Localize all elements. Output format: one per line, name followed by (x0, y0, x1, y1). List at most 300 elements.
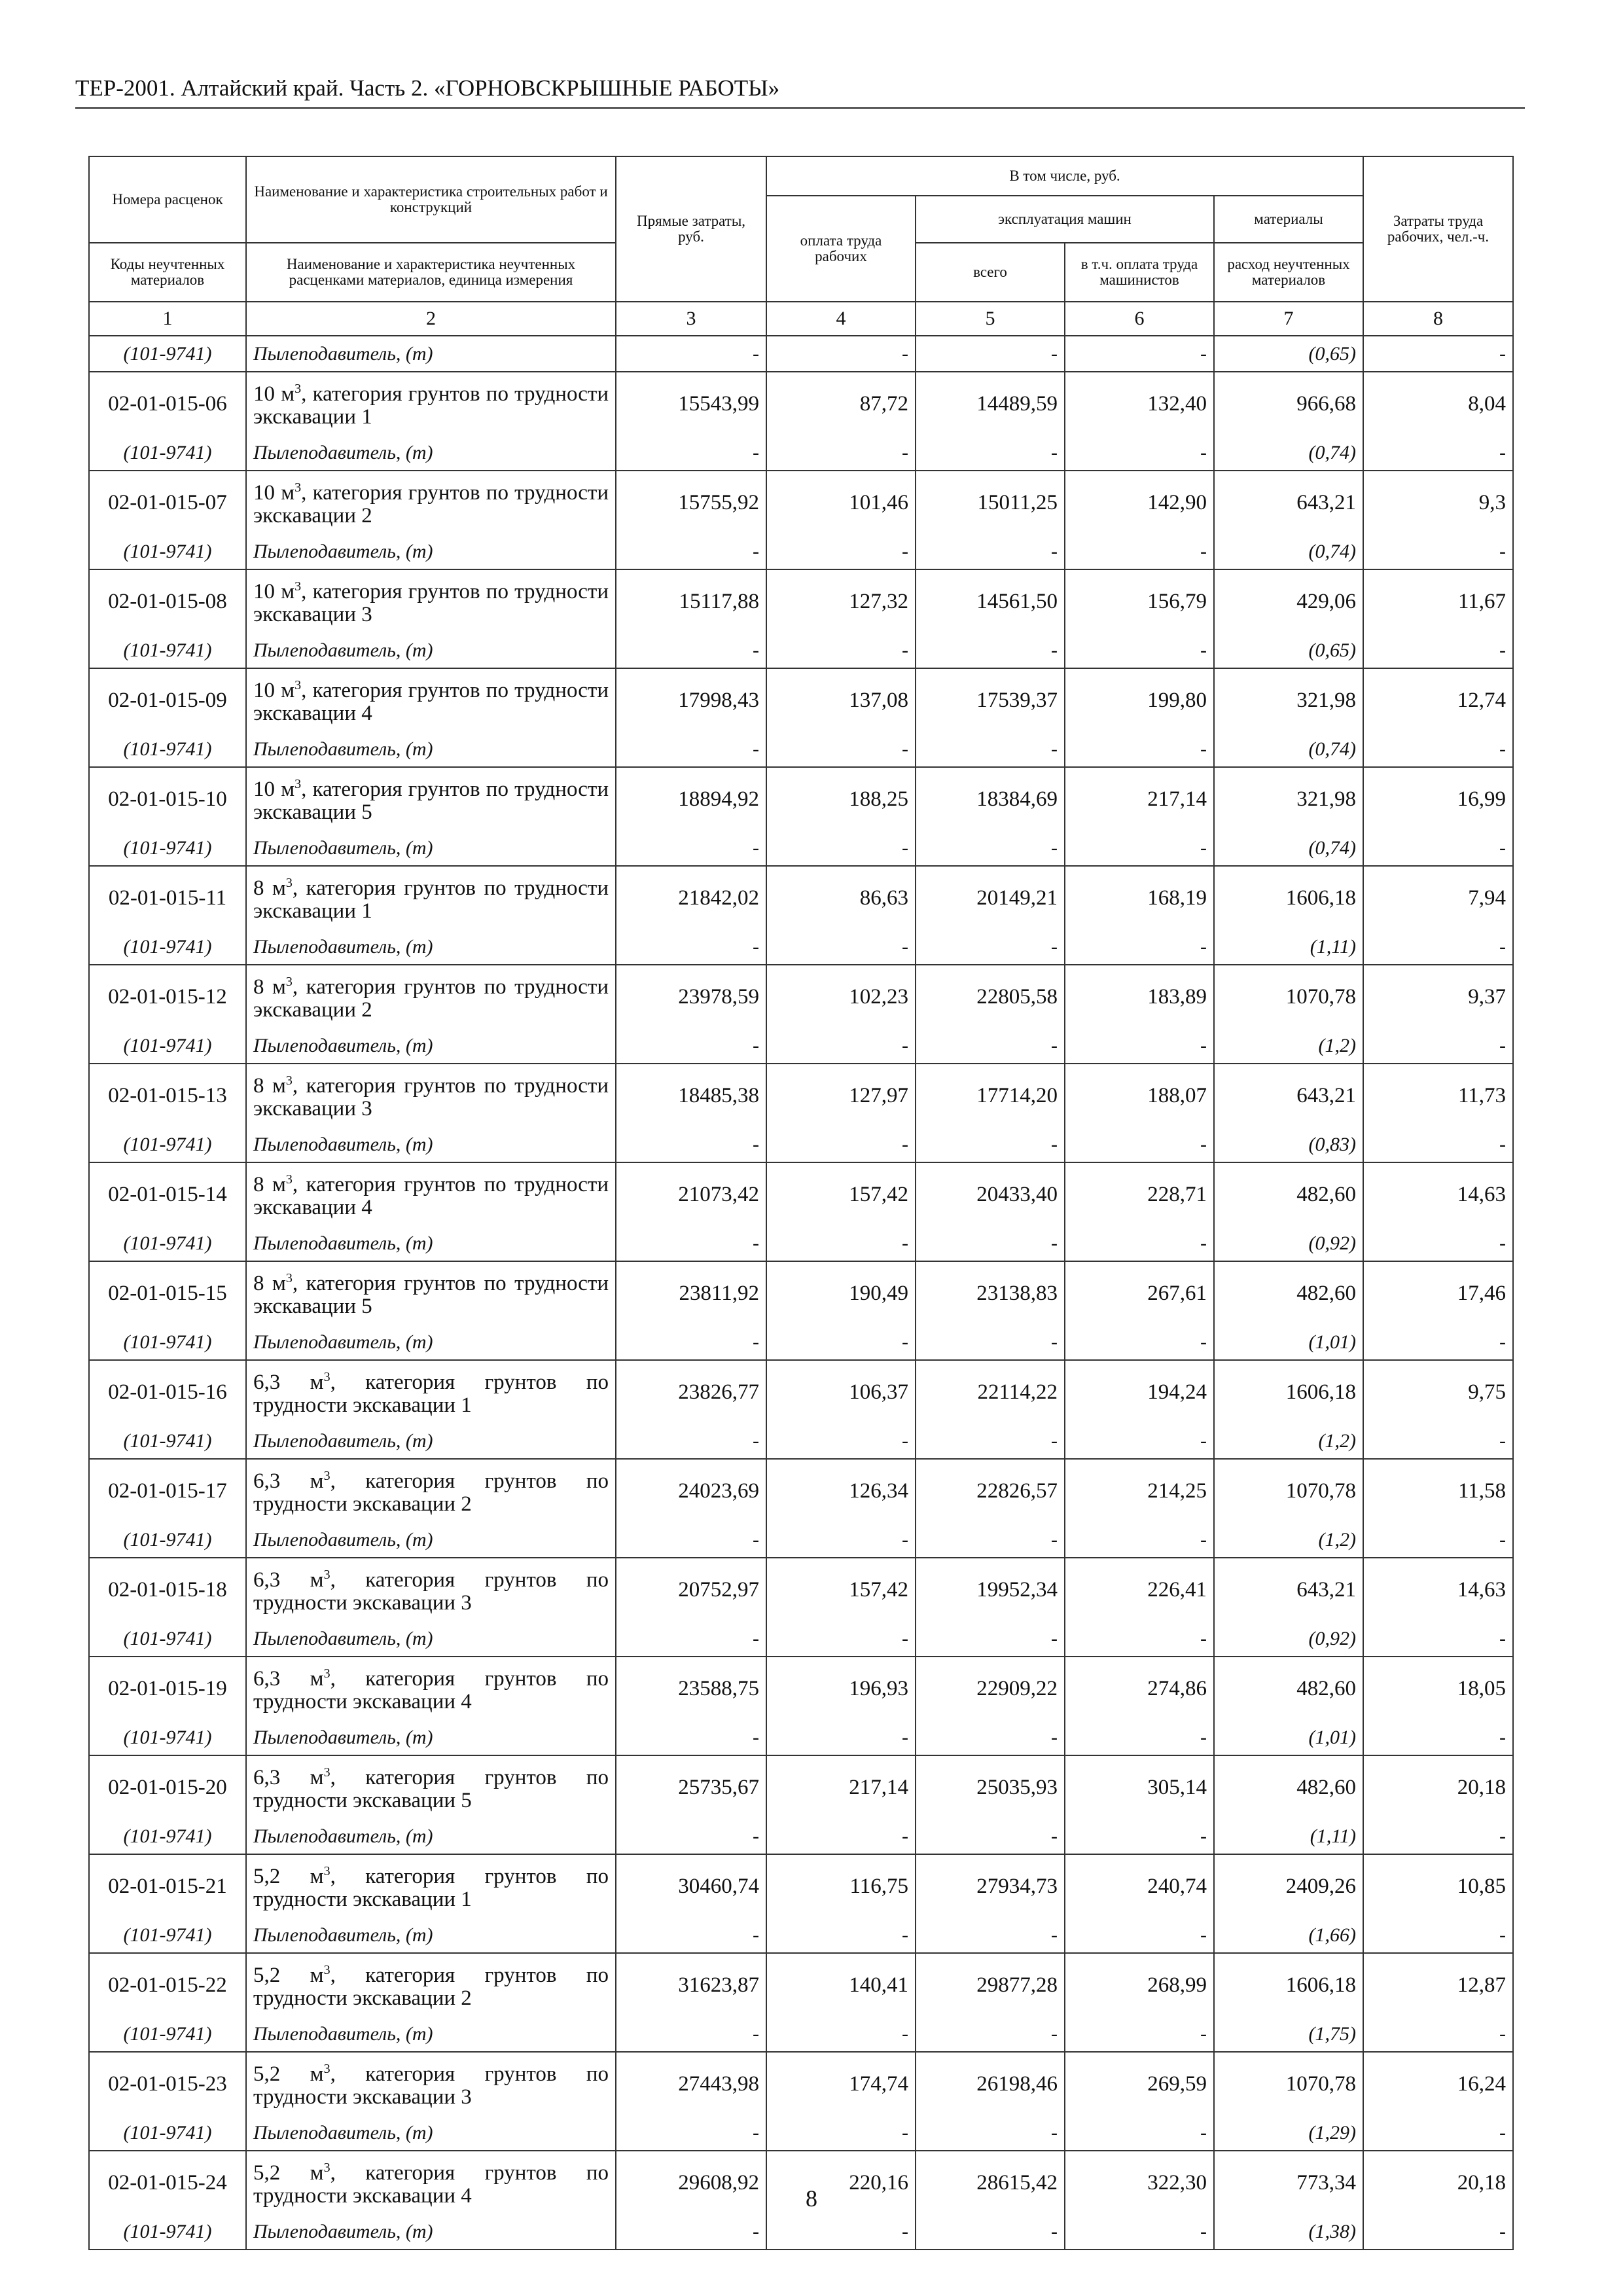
machines-total: - (916, 633, 1065, 668)
labor-cost: - (1363, 1819, 1513, 1854)
cubic-superscript: 3 (285, 1271, 293, 1285)
machines-labor: - (1065, 1424, 1214, 1459)
material-name: Пылеподавитель, (т) (246, 1424, 616, 1459)
material-consumption: (0,74) (1214, 831, 1363, 866)
labor-pay: - (766, 929, 916, 965)
soil-category: , категория грунтов по трудности экскавации 5 (253, 1766, 609, 1812)
soil-category: , категория грунтов по трудности экскавации 2 (253, 1469, 609, 1516)
labor-cost: 9,3 (1363, 471, 1513, 534)
direct-cost: - (616, 831, 766, 866)
unaccounted-material-row (89, 2017, 1513, 2052)
labor-pay: - (766, 1424, 916, 1459)
machines-total: 17714,20 (916, 1064, 1065, 1127)
bucket-volume: 6,3 м (253, 1568, 324, 1592)
bucket-volume: 5,2 м (253, 2161, 324, 2185)
labor-cost: 9,75 (1363, 1360, 1513, 1424)
material-code: (101-9741) (89, 435, 246, 471)
labor-cost: - (1363, 1127, 1513, 1162)
machines-total: - (916, 534, 1065, 569)
direct-cost: 23811,92 (616, 1261, 766, 1325)
cubic-superscript: 3 (294, 777, 302, 791)
soil-category: , категория грунтов по трудности экскавации 4 (253, 679, 609, 725)
machines-labor: - (1065, 1918, 1214, 1953)
materials-cost: 1606,18 (1214, 1360, 1363, 1424)
labor-cost: 9,37 (1363, 965, 1513, 1028)
material-name: Пылеподавитель, (т) (246, 732, 616, 767)
work-description (246, 1360, 616, 1424)
labor-pay: 140,41 (766, 1953, 916, 2017)
machines-labor: 228,71 (1065, 1162, 1214, 1226)
rate-code: 02-01-015-15 (89, 1261, 246, 1325)
materials-cost: 966,68 (1214, 372, 1363, 435)
labor-pay: 174,74 (766, 2052, 916, 2115)
column-number: 4 (766, 302, 916, 336)
labor-pay: - (766, 1522, 916, 1558)
machines-total: - (916, 435, 1065, 471)
labor-cost: - (1363, 1028, 1513, 1064)
labor-pay: - (766, 1028, 916, 1064)
material-consumption: (0,65) (1214, 633, 1363, 668)
materials-cost: 482,60 (1214, 1162, 1363, 1226)
material-code: (101-9741) (89, 1424, 246, 1459)
soil-category: , категория грунтов по трудности экскавации 5 (253, 778, 609, 824)
bucket-volume: 10 м (253, 382, 295, 406)
machines-total: - (916, 1918, 1065, 1953)
machines-labor: 305,14 (1065, 1755, 1214, 1819)
labor-cost: - (1363, 1522, 1513, 1558)
labor-pay: 157,42 (766, 1558, 916, 1621)
machines-labor: - (1065, 1226, 1214, 1261)
labor-cost: 14,63 (1363, 1558, 1513, 1621)
direct-cost: - (616, 1127, 766, 1162)
rate-row (89, 1360, 1513, 1424)
cubic-superscript: 3 (323, 2062, 330, 2076)
work-description (246, 1953, 616, 2017)
unaccounted-material-row (89, 1226, 1513, 1261)
material-name: Пылеподавитель, (т) (246, 1028, 616, 1064)
machines-labor: 268,99 (1065, 1953, 1214, 2017)
direct-cost: 30460,74 (616, 1854, 766, 1918)
material-name: Пылеподавитель, (т) (246, 2115, 616, 2151)
rate-code: 02-01-015-21 (89, 1854, 246, 1918)
header-labor-pay: оплата труда рабочих (766, 196, 916, 302)
machines-labor: 156,79 (1065, 569, 1214, 633)
machines-total: 22805,58 (916, 965, 1065, 1028)
direct-cost: - (616, 1819, 766, 1854)
rate-code: 02-01-015-19 (89, 1657, 246, 1720)
bucket-volume: 5,2 м (253, 2062, 324, 2086)
rate-code: 02-01-015-24 (89, 2151, 246, 2214)
material-code: (101-9741) (89, 2115, 246, 2151)
rate-code: 02-01-015-10 (89, 767, 246, 831)
labor-cost: 18,05 (1363, 1657, 1513, 1720)
soil-category: , категория грунтов по трудности экскавации 1 (253, 876, 609, 923)
soil-category: , категория грунтов по трудности экскавации 5 (253, 1272, 609, 1318)
page-number: 8 (806, 2185, 817, 2212)
material-name: Пылеподавитель, (т) (246, 534, 616, 569)
material-name: Пылеподавитель, (т) (246, 336, 616, 372)
machines-total: - (916, 1522, 1065, 1558)
direct-cost: 15543,99 (616, 372, 766, 435)
machines-total: 28615,42 (916, 2151, 1065, 2214)
material-consumption: (1,11) (1214, 929, 1363, 965)
direct-cost: 25735,67 (616, 1755, 766, 1819)
bucket-volume: 6,3 м (253, 1469, 324, 1493)
labor-cost: - (1363, 1621, 1513, 1657)
machines-labor: - (1065, 633, 1214, 668)
unaccounted-material-row (89, 732, 1513, 767)
work-description (246, 1459, 616, 1522)
soil-category: , категория грунтов по трудности экскавации 2 (253, 1964, 609, 2010)
labor-pay: - (766, 1127, 916, 1162)
rate-row (89, 866, 1513, 929)
direct-cost: - (616, 2017, 766, 2052)
direct-cost: - (616, 2214, 766, 2250)
cubic-superscript: 3 (285, 975, 293, 989)
machines-labor: - (1065, 732, 1214, 767)
soil-category: , категория грунтов по трудности экскавации 4 (253, 1667, 609, 1713)
direct-cost: 21842,02 (616, 866, 766, 929)
labor-pay: - (766, 336, 916, 372)
materials-cost: 321,98 (1214, 767, 1363, 831)
material-consumption: (0,74) (1214, 435, 1363, 471)
machines-total: 26198,46 (916, 2052, 1065, 2115)
material-consumption: (1,38) (1214, 2214, 1363, 2250)
labor-pay: 126,34 (766, 1459, 916, 1522)
work-description (246, 767, 616, 831)
bucket-volume: 5,2 м (253, 1865, 324, 1888)
unaccounted-material-row (89, 534, 1513, 569)
direct-cost: 24023,69 (616, 1459, 766, 1522)
work-description (246, 1854, 616, 1918)
cubic-superscript: 3 (294, 579, 302, 594)
work-description (246, 965, 616, 1028)
labor-cost: 11,58 (1363, 1459, 1513, 1522)
rate-code: 02-01-015-20 (89, 1755, 246, 1819)
soil-category: , категория грунтов по трудности экскавации 3 (253, 1568, 609, 1615)
labor-cost: - (1363, 2017, 1513, 2052)
unaccounted-material-row (89, 633, 1513, 668)
cubic-superscript: 3 (323, 2161, 330, 2175)
work-description (246, 1657, 616, 1720)
labor-cost: - (1363, 2214, 1513, 2250)
machines-labor: - (1065, 336, 1214, 372)
machines-labor: 194,24 (1065, 1360, 1214, 1424)
machines-total: 18384,69 (916, 767, 1065, 831)
unaccounted-material-row (89, 1819, 1513, 1854)
labor-pay: 190,49 (766, 1261, 916, 1325)
labor-pay: 127,32 (766, 569, 916, 633)
labor-cost: 8,04 (1363, 372, 1513, 435)
unaccounted-material-row (89, 1720, 1513, 1755)
machines-total: - (916, 929, 1065, 965)
unaccounted-material-row (89, 1621, 1513, 1657)
materials-cost: 643,21 (1214, 1558, 1363, 1621)
materials-cost: 2409,26 (1214, 1854, 1363, 1918)
material-consumption: (1,01) (1214, 1720, 1363, 1755)
machines-labor: 269,59 (1065, 2052, 1214, 2115)
labor-pay: 217,14 (766, 1755, 916, 1819)
material-code: (101-9741) (89, 1127, 246, 1162)
direct-cost: - (616, 1720, 766, 1755)
machines-labor: 183,89 (1065, 965, 1214, 1028)
material-consumption: (0,83) (1214, 1127, 1363, 1162)
direct-cost: - (616, 732, 766, 767)
material-name: Пылеподавитель, (т) (246, 1226, 616, 1261)
labor-pay: 101,46 (766, 471, 916, 534)
machines-total: - (916, 732, 1065, 767)
bucket-volume: 6,3 м (253, 1766, 324, 1789)
bucket-volume: 6,3 м (253, 1371, 324, 1394)
machines-labor: 240,74 (1065, 1854, 1214, 1918)
direct-cost: 15755,92 (616, 471, 766, 534)
column-number: 7 (1214, 302, 1363, 336)
machines-labor: - (1065, 1621, 1214, 1657)
material-name: Пылеподавитель, (т) (246, 2017, 616, 2052)
column-number: 6 (1065, 302, 1214, 336)
direct-cost: 15117,88 (616, 569, 766, 633)
bucket-volume: 8 м (253, 876, 286, 900)
material-consumption: (0,92) (1214, 1226, 1363, 1261)
material-name: Пылеподавитель, (т) (246, 1819, 616, 1854)
unaccounted-material-row (89, 336, 1513, 372)
header-including: В том числе, руб. (766, 156, 1363, 196)
rates-table (88, 156, 1514, 2250)
labor-cost: 14,63 (1363, 1162, 1513, 1226)
rate-code: 02-01-015-18 (89, 1558, 246, 1621)
labor-pay: - (766, 2017, 916, 2052)
rate-code: 02-01-015-08 (89, 569, 246, 633)
materials-cost: 321,98 (1214, 668, 1363, 732)
header-machines-labor: в т.ч. оплата труда машинистов (1065, 243, 1214, 302)
rate-row (89, 2052, 1513, 2115)
labor-cost: 12,87 (1363, 1953, 1513, 2017)
header-code: Номера расценок (89, 156, 246, 243)
labor-pay: 196,93 (766, 1657, 916, 1720)
material-code: (101-9741) (89, 534, 246, 569)
work-description (246, 2052, 616, 2115)
rate-code: 02-01-015-13 (89, 1064, 246, 1127)
materials-cost: 482,60 (1214, 1261, 1363, 1325)
material-name: Пылеподавитель, (т) (246, 435, 616, 471)
direct-cost: 23978,59 (616, 965, 766, 1028)
rate-row (89, 1558, 1513, 1621)
direct-cost: 20752,97 (616, 1558, 766, 1621)
material-consumption: (0,74) (1214, 534, 1363, 569)
machines-total: 22114,22 (916, 1360, 1065, 1424)
header-direct-costs: Прямые затраты, руб. (616, 156, 766, 302)
machines-total: - (916, 1028, 1065, 1064)
soil-category: , категория грунтов по трудности экскавации 4 (253, 1173, 609, 1219)
labor-pay: - (766, 633, 916, 668)
direct-cost: 17998,43 (616, 668, 766, 732)
machines-total: - (916, 1226, 1065, 1261)
machines-labor: - (1065, 2214, 1214, 2250)
machines-labor: - (1065, 534, 1214, 569)
bucket-volume: 6,3 м (253, 1667, 324, 1691)
machines-total: 14561,50 (916, 569, 1065, 633)
direct-cost: - (616, 1028, 766, 1064)
rate-row (89, 965, 1513, 1028)
rate-row (89, 1459, 1513, 1522)
material-consumption: (0,74) (1214, 732, 1363, 767)
unaccounted-material-row (89, 435, 1513, 471)
rate-row (89, 1854, 1513, 1918)
machines-total: - (916, 2017, 1065, 2052)
unaccounted-material-row (89, 2115, 1513, 2151)
rate-row (89, 1162, 1513, 1226)
direct-cost: 23826,77 (616, 1360, 766, 1424)
labor-cost: - (1363, 1918, 1513, 1953)
labor-cost: - (1363, 435, 1513, 471)
labor-pay: - (766, 732, 916, 767)
labor-cost: - (1363, 2115, 1513, 2151)
direct-cost: - (616, 2115, 766, 2151)
machines-labor: - (1065, 831, 1214, 866)
cubic-superscript: 3 (323, 1963, 330, 1977)
labor-cost: 20,18 (1363, 1755, 1513, 1819)
machines-total: - (916, 1621, 1065, 1657)
machines-total: - (916, 1720, 1065, 1755)
labor-cost: - (1363, 1325, 1513, 1360)
rate-row (89, 668, 1513, 732)
rate-row (89, 569, 1513, 633)
rate-code: 02-01-015-14 (89, 1162, 246, 1226)
labor-pay: 106,37 (766, 1360, 916, 1424)
labor-pay: - (766, 1621, 916, 1657)
labor-pay: - (766, 534, 916, 569)
labor-pay: - (766, 435, 916, 471)
labor-cost: 10,85 (1363, 1854, 1513, 1918)
column-number: 8 (1363, 302, 1513, 336)
material-code: (101-9741) (89, 2214, 246, 2250)
labor-cost: 17,46 (1363, 1261, 1513, 1325)
unaccounted-material-row (89, 1127, 1513, 1162)
soil-category: , категория грунтов по трудности экскавации 2 (253, 481, 609, 528)
machines-labor: - (1065, 2115, 1214, 2151)
labor-pay: 102,23 (766, 965, 916, 1028)
unaccounted-material-row (89, 1424, 1513, 1459)
materials-cost: 482,60 (1214, 1657, 1363, 1720)
materials-cost: 643,21 (1214, 1064, 1363, 1127)
soil-category: , категория грунтов по трудности экскавации 3 (253, 2062, 609, 2109)
work-description (246, 569, 616, 633)
unaccounted-material-row (89, 929, 1513, 965)
direct-cost: 29608,92 (616, 2151, 766, 2214)
unaccounted-material-row (89, 2214, 1513, 2250)
soil-category: , категория грунтов по трудности экскавации 2 (253, 975, 609, 1022)
material-consumption: (0,65) (1214, 336, 1363, 372)
bucket-volume: 10 м (253, 679, 295, 702)
material-name: Пылеподавитель, (т) (246, 2214, 616, 2250)
direct-cost: 27443,98 (616, 2052, 766, 2115)
soil-category: , категория грунтов по трудности экскавации 1 (253, 1371, 609, 1417)
material-code: (101-9741) (89, 1226, 246, 1261)
column-number: 3 (616, 302, 766, 336)
work-description (246, 1064, 616, 1127)
labor-pay: 137,08 (766, 668, 916, 732)
materials-cost: 482,60 (1214, 1755, 1363, 1819)
soil-category: , категория грунтов по трудности экскавации 4 (253, 2161, 609, 2208)
rate-code: 02-01-015-22 (89, 1953, 246, 2017)
labor-cost: - (1363, 929, 1513, 965)
materials-cost: 429,06 (1214, 569, 1363, 633)
direct-cost: - (616, 1325, 766, 1360)
cubic-superscript: 3 (285, 1073, 293, 1088)
direct-cost: 18894,92 (616, 767, 766, 831)
machines-total: - (916, 831, 1065, 866)
machines-total: 29877,28 (916, 1953, 1065, 2017)
materials-cost: 1070,78 (1214, 1459, 1363, 1522)
labor-cost: - (1363, 633, 1513, 668)
material-name: Пылеподавитель, (т) (246, 929, 616, 965)
machines-total: - (916, 1325, 1065, 1360)
rate-row (89, 767, 1513, 831)
direct-cost: - (616, 1918, 766, 1953)
material-name: Пылеподавитель, (т) (246, 831, 616, 866)
material-name: Пылеподавитель, (т) (246, 633, 616, 668)
machines-total: 15011,25 (916, 471, 1065, 534)
labor-cost: - (1363, 336, 1513, 372)
machines-total: 23138,83 (916, 1261, 1065, 1325)
rate-row (89, 1064, 1513, 1127)
labor-pay: 188,25 (766, 767, 916, 831)
rate-code: 02-01-015-07 (89, 471, 246, 534)
cubic-superscript: 3 (285, 1172, 293, 1187)
page-header: ТЕР-2001. Алтайский край. Часть 2. «ГОРНОВСКРЫШНЫЕ РАБОТЫ» (75, 73, 1525, 109)
material-code: (101-9741) (89, 1918, 246, 1953)
material-name: Пылеподавитель, (т) (246, 1720, 616, 1755)
bucket-volume: 8 м (253, 1074, 286, 1098)
material-code: (101-9741) (89, 2017, 246, 2052)
labor-cost: 11,73 (1363, 1064, 1513, 1127)
material-consumption: (1,11) (1214, 1819, 1363, 1854)
rate-row (89, 471, 1513, 534)
machines-labor: - (1065, 435, 1214, 471)
labor-cost: - (1363, 831, 1513, 866)
direct-cost: - (616, 435, 766, 471)
material-name: Пылеподавитель, (т) (246, 1621, 616, 1657)
work-description (246, 471, 616, 534)
labor-pay: 157,42 (766, 1162, 916, 1226)
material-consumption: (1,2) (1214, 1424, 1363, 1459)
rate-code: 02-01-015-09 (89, 668, 246, 732)
machines-total: - (916, 1127, 1065, 1162)
direct-cost: - (616, 534, 766, 569)
labor-pay: - (766, 831, 916, 866)
bucket-volume: 8 м (253, 975, 286, 999)
machines-labor: 217,14 (1065, 767, 1214, 831)
labor-cost: - (1363, 1424, 1513, 1459)
soil-category: , категория грунтов по трудности экскавации 1 (253, 382, 609, 429)
material-code: (101-9741) (89, 732, 246, 767)
labor-cost: 16,24 (1363, 2052, 1513, 2115)
bucket-volume: 10 м (253, 481, 295, 505)
material-consumption: (1,66) (1214, 1918, 1363, 1953)
labor-pay: - (766, 2214, 916, 2250)
rate-code: 02-01-015-06 (89, 372, 246, 435)
labor-cost: 20,18 (1363, 2151, 1513, 2214)
header-sub-code: Коды неучтенных материалов (89, 243, 246, 302)
soil-category: , категория грунтов по трудности экскавации 1 (253, 1865, 609, 1911)
work-description (246, 372, 616, 435)
cubic-superscript: 3 (323, 1765, 330, 1780)
work-description (246, 1261, 616, 1325)
materials-cost: 1606,18 (1214, 1953, 1363, 2017)
labor-pay: 116,75 (766, 1854, 916, 1918)
material-consumption: (1,29) (1214, 2115, 1363, 2151)
labor-cost: - (1363, 732, 1513, 767)
